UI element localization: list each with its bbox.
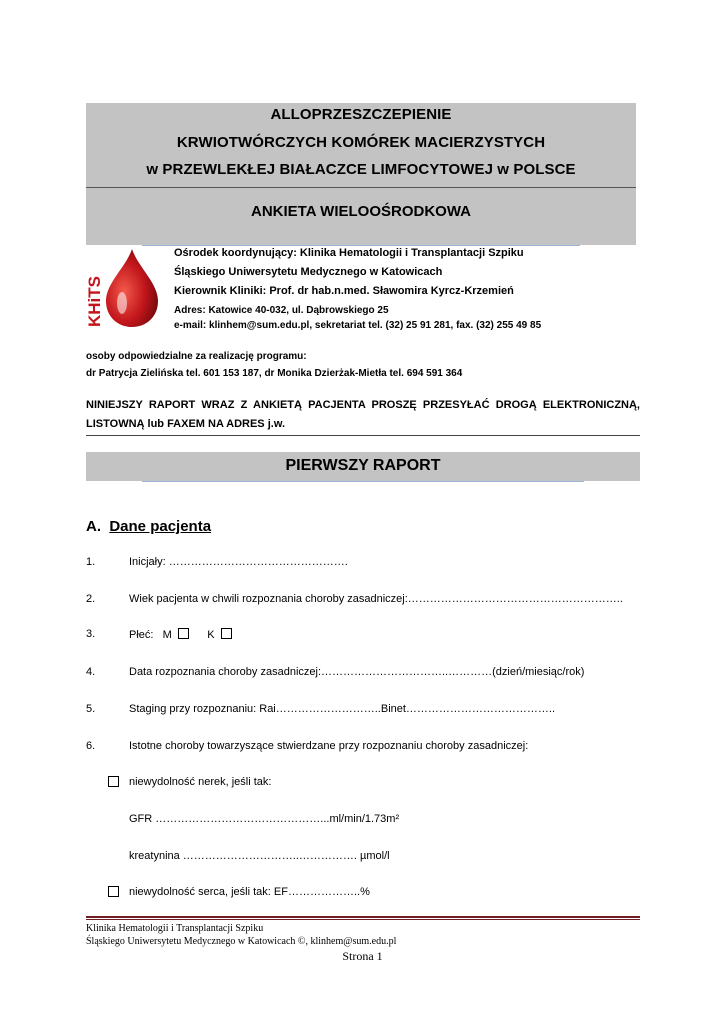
- blood-drop-icon: [86, 247, 162, 329]
- item-number: 5.: [86, 703, 96, 715]
- item-number: 1.: [86, 556, 96, 568]
- footer-clinic: Klinika Hematologii i Transplantacji Szpiku: [86, 923, 264, 934]
- khits-logo: [86, 247, 162, 329]
- clinic-address: Adres: Katowice 40-032, ul. Dąbrowskiego 25: [174, 305, 389, 316]
- title-line-2: KRWIOTWÓRCZYCH KOMÓREK MACIERZYSTYCH: [176, 134, 546, 151]
- item-number: 6.: [86, 740, 96, 752]
- title-line-1: ALLOPRZESZCZEPIENIE: [270, 106, 452, 123]
- sex-k-label: K: [207, 629, 215, 641]
- initials-field[interactable]: Inicjały: ………………………………………….: [129, 556, 348, 568]
- university-name: Śląskiego Uniwersytetu Medycznego w Katowicach: [174, 266, 443, 278]
- submission-notice: NINIEJSZY RAPORT WRAZ Z ANKIETĄ PACJENTA PROSZĘ PRZESYŁAĆ DROGĄ ELEKTRONICZNĄ, LISTOWNĄ lub FAXEM NA ADRES j.w.: [86, 399, 640, 430]
- comorbidities-label: Istotne choroby towarzyszące stwierdzane przy rozpoznaniu choroby zasadniczej:: [129, 740, 529, 752]
- footer-divider-thin: [86, 919, 640, 920]
- survey-subtitle: ANKIETA WIELOOŚRODKOWA: [251, 203, 471, 220]
- gfr-field[interactable]: GFR ………………………………………...ml/min/1.73m²: [129, 813, 400, 825]
- diagnosis-date-field[interactable]: Data rozpoznania choroby zasadniczej:……………………………..…………(dzień/miesiąc/rok): [129, 666, 585, 678]
- item-number: 4.: [86, 666, 96, 678]
- item-number: 3.: [86, 628, 96, 640]
- clinic-contact: e-mail: klinhem@sum.edu.pl, sekretariat tel. (32) 25 91 281, fax. (32) 255 49 85: [174, 320, 542, 331]
- sex-label: Płeć:: [129, 629, 154, 641]
- notice-divider: [86, 435, 640, 436]
- responsible-label: osoby odpowiedzialne za realizację programu:: [86, 351, 307, 362]
- page-number: Strona 1: [342, 949, 383, 963]
- creatinine-field[interactable]: kreatynina …………………………..……………. µmol/l: [129, 850, 390, 862]
- report-title: PIERWSZY RAPORT: [285, 457, 441, 474]
- title-line-3: w PRZEWLEKŁEJ BIAŁACZCE LIMFOCYTOWEJ w POLSCE: [146, 161, 576, 178]
- report-banner: [86, 452, 640, 481]
- kidney-failure-label: niewydolność nerek, jeśli tak:: [129, 776, 272, 788]
- header-blue-rule: [142, 245, 580, 246]
- kidney-failure-checkbox[interactable]: [108, 776, 119, 787]
- header-banner: [86, 103, 636, 245]
- responsible-persons: dr Patrycja Zielińska tel. 601 153 187, dr Monika Dzierżak-Mietła tel. 694 591 364: [86, 368, 463, 379]
- sex-field: [129, 628, 232, 641]
- section-title: Dane pacjenta: [109, 518, 212, 535]
- age-at-diagnosis-field[interactable]: Wiek pacjenta w chwili rozpoznania choroby zasadniczej:…………………………………………………..: [129, 593, 623, 605]
- footer-divider: [86, 916, 640, 918]
- header-divider: [86, 187, 636, 188]
- logo-text: KHiTS: [86, 276, 104, 327]
- footer-university: Śląskiego Uniwersytetu Medycznego w Katowicach ©, klinhem@sum.edu.pl: [86, 936, 397, 947]
- staging-field[interactable]: Staging przy rozpoznaniu: Rai………………………..Binet…………………………………..: [129, 703, 556, 715]
- sex-m-label: M: [162, 629, 172, 641]
- section-heading: [86, 518, 211, 535]
- sex-k-checkbox[interactable]: [221, 628, 232, 639]
- item-number: 2.: [86, 593, 96, 605]
- section-letter: A.: [86, 518, 101, 535]
- sex-m-checkbox[interactable]: [178, 628, 189, 639]
- report-blue-rule: [142, 481, 584, 482]
- heart-failure-checkbox[interactable]: [108, 886, 119, 897]
- coordinating-center: Ośrodek koordynujący: Klinika Hematologii i Transplantacji Szpiku: [174, 247, 524, 259]
- clinic-head: Kierownik Kliniki: Prof. dr hab.n.med. Sławomira Kyrcz-Krzemień: [174, 285, 514, 297]
- heart-failure-field[interactable]: niewydolność serca, jeśli tak: EF………………..%: [129, 886, 370, 898]
